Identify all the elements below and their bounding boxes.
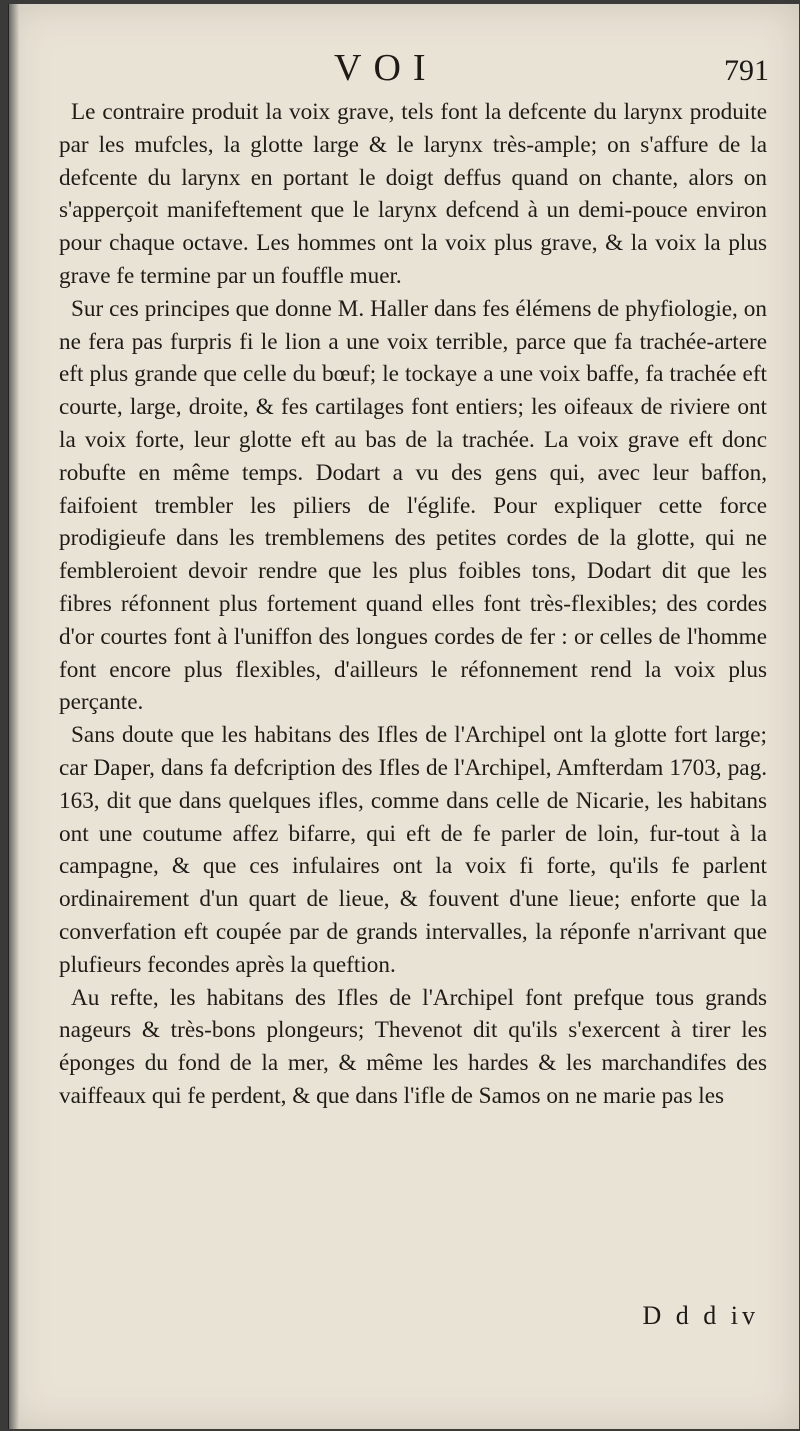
- paragraph-haller-principes: Sur ces principes que donne M. Haller dans fes élémens de phyfiologie, on ne fera pas furpris fi le lion a une voix terrible, parce que fa trachée-artere eft plus grande que celle du bœuf; le tockaye a une voix baffe, fa trachée eft courte, large, droite, & fes cartilages font entiers; les oifeaux de riviere ont la voix forte, leur glotte eft au bas de la trachée. La voix grave eft donc robufte en même temps. Dodart a vu des gens qui, avec leur baffon, faifoient trembler les piliers de l'églife. Pour expliquer cette force prodigieufe dans les tremblemens des petites cordes de la glotte, qui ne fembleroient devoir rendre que les plus foibles tons, Dodart dit que les fibres réfonnent plus fortement quand elles font très-flexibles; des cordes d'or courtes font à l'uniffon des longues cordes de fer : or celles de l'homme font encore plus flexibles, d'ailleurs le réfonnement rend la voix plus perçante.: [59, 295, 767, 716]
- page-header: [9, 46, 799, 92]
- paragraph-nageurs-plongeurs: Au refte, les habitans des Ifles de l'Archipel font prefque tous grands nageurs & très-bons plongeurs; Thevenot dit qu'ils s'exercent à tirer les éponges du fond de la mer, & même les hardes & les marchandifes des vaiffeaux qui fe perdent, & que dans l'ifle de Samos on ne marie pas les: [59, 984, 767, 1109]
- body-text: [59, 96, 767, 1113]
- paragraph-archipel-glotte: Sans doute que les habitans des Ifles de l'Archipel ont la glotte fort large; car Daper, dans fa defcription des Ifles de l'Archipel, Amfterdam 1703, pag. 163, dit que dans quelques ifles, comme dans celle de Nicarie, les habitans ont une coutume affez bifarre, qui eft de fe parler de loin, fur-tout à la campagne, & que ces infulaires ont la voix fi forte, qu'ils fe parlent ordinairement d'un quart de lieue, & fouvent d'une lieue; enforte que la converfation eft coupée par de grands intervalles, la réponfe n'arrivant que plufieurs fecondes après la queftion.: [59, 722, 767, 978]
- signature-mark: D d d iv: [642, 1301, 759, 1330]
- running-head: VOI: [334, 47, 438, 89]
- paragraph-voix-grave: Le contraire produit la voix grave, tels font la defcente du larynx produite par les mufcles, la glotte large & le larynx très-ample; on s'affure de la defcente du larynx en portant le doigt deffus quand on chante, alors on s'apperçoit manifeftement que le larynx defcend à un demi-pouce environ pour chaque octave. Les hommes ont la voix plus grave, & la voix la plus grave fe termine par un fouffle muer.: [59, 99, 767, 289]
- page-gutter-shadow: [9, 4, 19, 1429]
- book-page: [8, 4, 799, 1429]
- page-number: 791: [724, 54, 769, 87]
